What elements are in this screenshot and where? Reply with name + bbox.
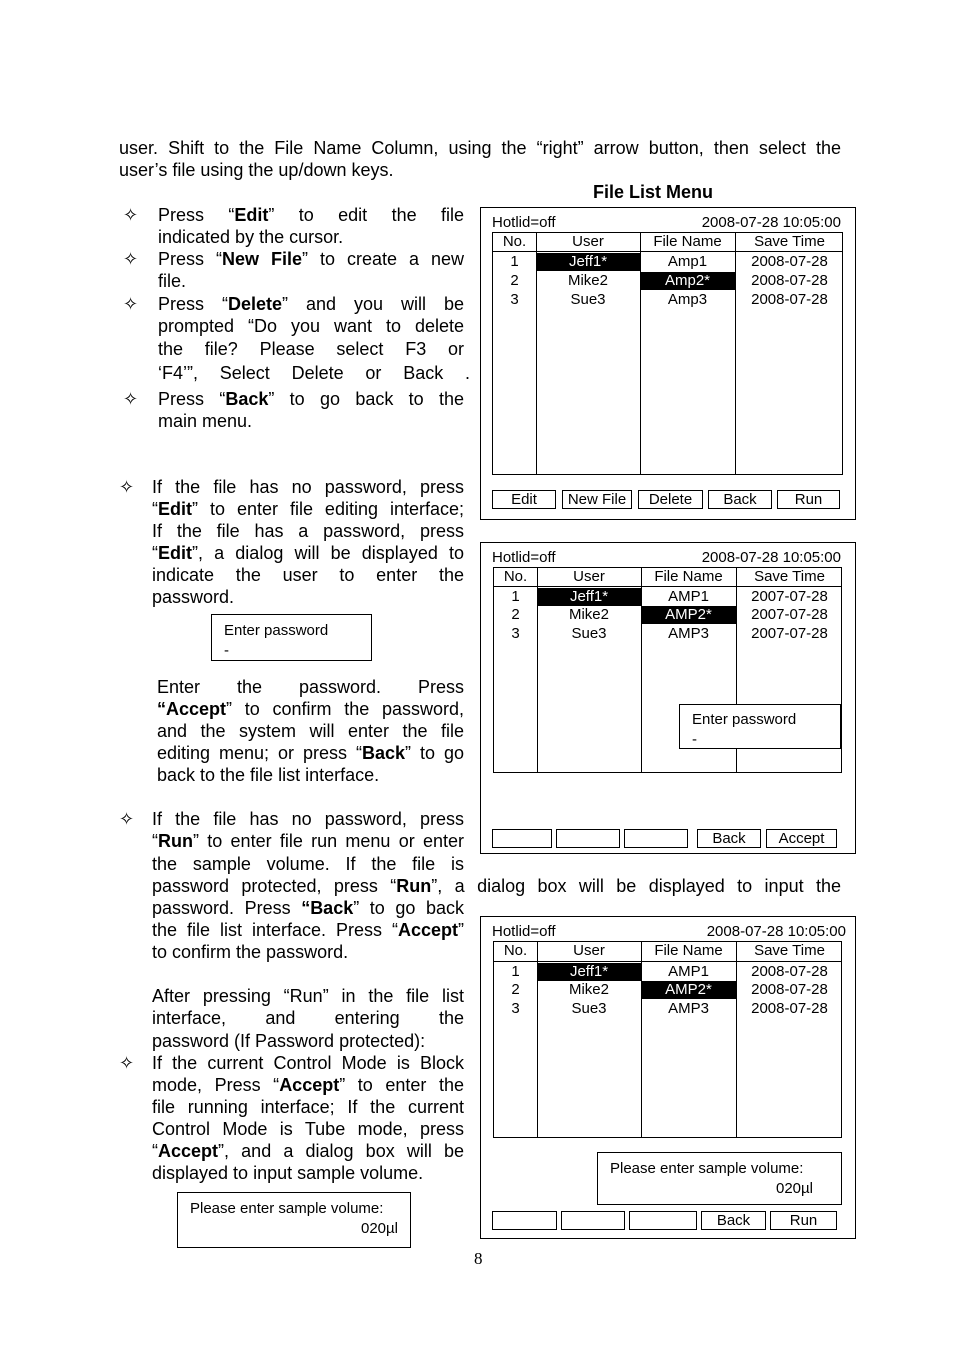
para-accept-line: and the system will enter the file (157, 721, 464, 741)
para-run-line: to confirm the password. (152, 942, 349, 962)
function-key-empty[interactable] (629, 1211, 697, 1230)
bullet-icon: ✧ (119, 1053, 135, 1073)
enter-password-dialog (211, 614, 372, 661)
para-mode-line: displayed to input sample volume. (152, 1163, 424, 1183)
para-mode-line: file running interface; If the current (152, 1097, 464, 1117)
row-file[interactable]: Amp1 (667, 253, 708, 270)
header-no: No. (503, 942, 528, 959)
dialog-label: Please enter sample volume: (190, 1200, 384, 1217)
row-user[interactable]: Mike2 (568, 606, 609, 623)
para-edit-line: If the file has a password, press (152, 521, 464, 541)
function-key-empty[interactable] (492, 1211, 557, 1230)
file-table (492, 232, 843, 475)
password-field[interactable]: - (692, 731, 697, 748)
file-table (493, 941, 842, 1138)
row-date: 2008-07-28 (751, 291, 828, 308)
password-screen (480, 542, 856, 854)
row-date: 2008-07-28 (751, 253, 828, 270)
row-no: 3 (511, 625, 520, 642)
run-button[interactable]: Run (777, 490, 840, 509)
para-after-line: password (If Password protected): (152, 1031, 426, 1051)
header-user: User (573, 942, 605, 959)
row-user[interactable]: Sue3 (571, 625, 607, 642)
row-no: 1 (511, 588, 520, 605)
bullet-delete-line2: prompted “Do you want to delete (158, 316, 464, 336)
header-file-name: File Name (654, 942, 723, 959)
datetime: 2008-07-28 10:05:00 (706, 923, 846, 940)
row-file[interactable]: AMP1 (668, 963, 709, 980)
row-date: 2007-07-28 (751, 606, 828, 623)
header-user: User (573, 568, 605, 585)
new-file-button[interactable]: New File (562, 490, 632, 509)
row-date: 2007-07-28 (751, 625, 828, 642)
row-no: 3 (510, 291, 519, 308)
function-key-empty[interactable] (561, 1211, 625, 1230)
para-run-line: If the file has no password, press (152, 809, 464, 829)
para-mode-line: If the current Control Mode is Block (152, 1053, 464, 1073)
para-accept-line: back to the file list interface. (157, 765, 380, 785)
back-button[interactable]: Back (701, 1211, 766, 1230)
header-file-name: File Name (653, 233, 722, 250)
row-date: 2008-07-28 (751, 1000, 828, 1017)
para-run-line: password. Press “Back” to go back (152, 898, 464, 918)
bullet-delete-line3: the file? Please select F3 or (158, 339, 464, 359)
section-title: File List Menu (593, 182, 714, 202)
header-no: No. (503, 568, 528, 585)
row-date: 2008-07-28 (751, 981, 828, 998)
bullet-icon: ✧ (119, 809, 135, 829)
dialog-label: Enter password (224, 622, 329, 639)
file-list-screen (480, 207, 856, 520)
para-edit-line: “Edit”, a dialog will be displayed to (152, 543, 464, 563)
bullet-edit-line1: Press “Edit” to edit the file (158, 205, 464, 225)
row-date: 2008-07-28 (751, 963, 828, 980)
row-no: 2 (511, 606, 520, 623)
para-edit-line: password. (152, 587, 235, 607)
para-mode-line: mode, Press “Accept” to enter the (152, 1075, 464, 1095)
bullet-delete-line4: ‘F4’”, Select Delete or Back . (158, 363, 470, 383)
sample-volume-dialog (597, 1152, 842, 1205)
edit-button[interactable]: Edit (492, 490, 556, 509)
para-run-line: the sample volume. If the file is (152, 854, 464, 874)
run-button[interactable]: Run (770, 1211, 837, 1230)
sample-volume-field[interactable]: 020µl (360, 1220, 398, 1237)
bullet-newfile-line1: Press “New File” to create a new (158, 249, 464, 269)
hotlid-status: Hotlid=off (492, 923, 556, 940)
bullet-back-line2: main menu. (158, 411, 253, 431)
password-field[interactable]: - (224, 642, 229, 659)
row-no: 1 (511, 963, 520, 980)
header-save-time: Save Time (754, 233, 825, 250)
back-button[interactable]: Back (697, 829, 761, 848)
row-date: 2007-07-28 (751, 588, 828, 605)
function-key-empty[interactable] (556, 829, 620, 848)
accept-button[interactable]: Accept (766, 829, 837, 848)
row-no: 2 (510, 272, 519, 289)
para-edit-line: If the file has no password, press (152, 477, 464, 497)
header-user: User (572, 233, 604, 250)
para-run-line: “Run” to enter file run menu or enter (152, 831, 464, 851)
bullet-delete-line1: Press “Delete” and you will be (158, 294, 464, 314)
bullet-icon: ✧ (123, 249, 139, 269)
row-no: 2 (511, 981, 520, 998)
row-no: 3 (511, 1000, 520, 1017)
header-no: No. (502, 233, 527, 250)
para-run-line: password protected, press “Run”, a dialog box will be displayed to input the (152, 876, 841, 896)
para-after-line: interface, and entering the (152, 1008, 464, 1028)
dialog-label: Enter password (692, 711, 797, 728)
bullet-icon: ✧ (119, 477, 135, 497)
row-file-selected[interactable]: AMP2* (641, 606, 736, 624)
para-accept-line: “Accept” to confirm the password, (157, 699, 464, 719)
para-accept-line: editing menu; or press “Back” to go (157, 743, 464, 763)
para-mode-line: “Accept”, and a dialog box will be (152, 1141, 464, 1161)
hotlid-status: Hotlid=off (492, 549, 556, 566)
row-user-selected[interactable]: Jeff1* (537, 963, 641, 981)
para-run-line: the file list interface. Press “Accept” (152, 920, 464, 940)
bullet-icon: ✧ (123, 389, 139, 409)
sample-volume-dialog (177, 1192, 411, 1248)
enter-password-dialog (679, 704, 841, 749)
row-user[interactable]: Sue3 (570, 291, 606, 308)
header-save-time: Save Time (754, 942, 825, 959)
sample-volume-screen (480, 916, 856, 1239)
back-button[interactable]: Back (708, 490, 772, 509)
function-key-empty[interactable] (492, 829, 552, 848)
row-date: 2008-07-28 (751, 272, 828, 289)
row-user[interactable]: Mike2 (567, 272, 608, 289)
row-user-selected[interactable]: Jeff1* (536, 253, 640, 271)
header-file-name: File Name (654, 568, 723, 585)
bullet-icon: ✧ (123, 205, 139, 225)
row-file-selected[interactable]: Amp2* (640, 272, 735, 290)
row-user[interactable]: Mike2 (568, 981, 609, 998)
row-user[interactable]: Sue3 (571, 1000, 607, 1017)
row-file[interactable]: AMP3 (668, 1000, 709, 1017)
dialog-label: Please enter sample volume: (610, 1160, 804, 1177)
bullet-newfile-line2: file. (158, 271, 187, 291)
para-accept-line: Enter the password. Press (157, 677, 464, 697)
para-after-line: After pressing “Run” in the file list (152, 986, 464, 1006)
row-file[interactable]: AMP1 (668, 588, 709, 605)
function-key-empty[interactable] (624, 829, 688, 848)
row-user-selected[interactable]: Jeff1* (537, 588, 641, 606)
header-save-time: Save Time (754, 568, 825, 585)
hotlid-status: Hotlid=off (492, 214, 556, 231)
intro-line-2: user’s file using the up/down keys. (119, 160, 394, 180)
datetime: 2008-07-28 10:05:00 (701, 549, 841, 566)
sample-volume-field[interactable]: 020µl (775, 1180, 813, 1197)
row-file[interactable]: Amp3 (667, 291, 708, 308)
bullet-edit-line2: indicated by the cursor. (158, 227, 344, 247)
para-mode-line: Control Mode is Tube mode, press (152, 1119, 464, 1139)
row-no: 1 (510, 253, 519, 270)
row-file-selected[interactable]: AMP2* (641, 981, 736, 999)
page-number: 8 (474, 1249, 483, 1268)
datetime: 2008-07-28 10:05:00 (701, 214, 841, 231)
intro-line-1: user. Shift to the File Name Column, using the “right” arrow button, then select the (119, 138, 841, 158)
bullet-back-line1: Press “Back” to go back to the (158, 389, 464, 409)
para-edit-line: “Edit” to enter file editing interface; (152, 499, 464, 519)
delete-button[interactable]: Delete (638, 490, 703, 509)
bullet-icon: ✧ (123, 294, 139, 314)
para-edit-line: indicate the user to enter the (152, 565, 464, 585)
row-file[interactable]: AMP3 (668, 625, 709, 642)
